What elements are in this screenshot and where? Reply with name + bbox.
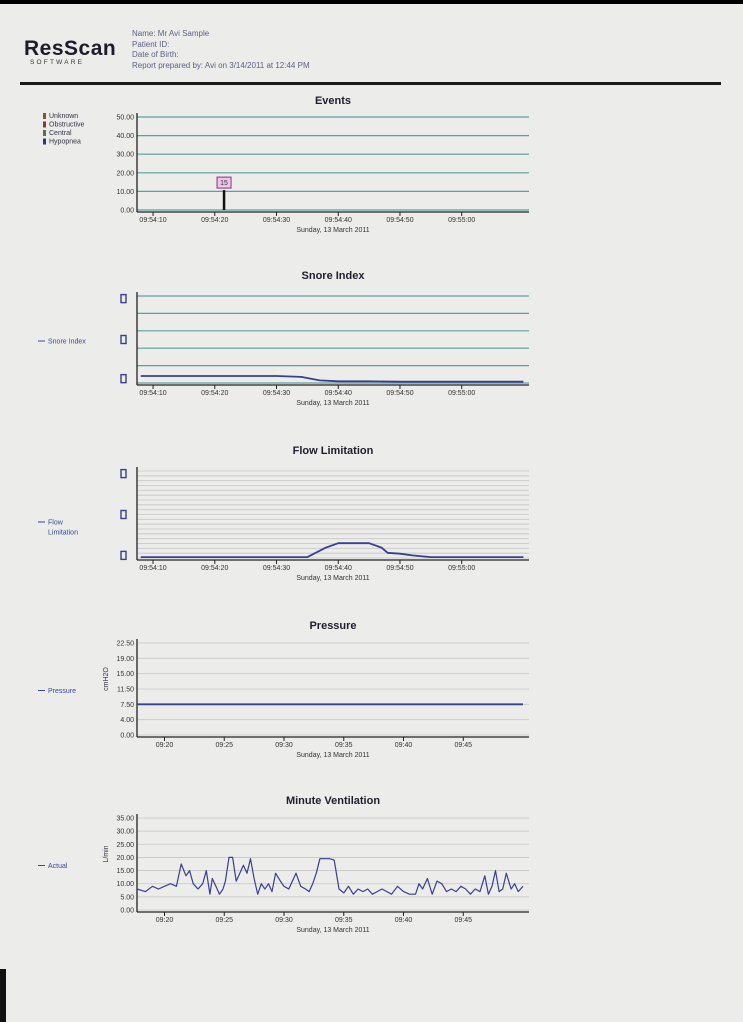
x-axis-date-label: Sunday, 13 March 2011 [296,400,370,407]
y-tick-label: 30.00 [116,828,134,836]
report-page [0,4,743,1022]
chart-title: Events [314,95,352,107]
y-tick-label: 35.00 [116,815,134,823]
patient-info [132,29,310,71]
legend-label: Limitation [48,529,78,537]
legend-swatch [43,122,46,128]
y-tick-label: 0.00 [120,907,134,915]
y-tick-label: 15.00 [116,868,134,876]
chart-title: Pressure [309,620,357,632]
series-line [141,543,524,557]
legend-item: Obstructive [49,121,85,129]
x-tick-label: 09:54:40 [324,390,352,397]
x-tick-label: 09:55:00 [448,217,476,224]
legend-label: Flow [48,519,63,527]
y-tick-label: 10.00 [116,188,134,196]
y-axis-marker [121,470,126,478]
y-tick-label: 10.00 [116,881,134,889]
patient-id: Patient ID: [132,39,170,49]
event-label: 15 [220,180,228,188]
y-tick-label: 15.00 [116,671,134,679]
series-line [137,857,523,894]
x-tick-label: 09:54:10 [139,565,167,572]
x-tick-label: 09:55:00 [448,565,476,572]
y-axis-marker [121,295,126,303]
x-tick-label: 09:54:50 [386,390,414,397]
y-tick-label: 22.50 [116,640,134,648]
y-tick-label: 50.00 [116,114,134,122]
x-tick-label: 09:45 [454,917,473,924]
legend-item: Hypopnea [49,138,81,146]
y-axis-marker [121,511,126,519]
x-tick-label: 09:30 [275,742,293,749]
resscan-logo [24,38,116,67]
minute-ventilation-chart [0,789,743,949]
legend-swatch [43,139,46,145]
patient-name: Name: Mr Avi Sample [132,29,210,38]
y-axis-marker [121,551,126,559]
legend-item: Unknown [49,113,79,120]
x-tick-label: 09:54:40 [324,217,352,224]
y-axis-marker [121,375,126,383]
x-tick-label: 09:35 [334,917,353,924]
y-tick-label: 20.00 [116,854,134,862]
y-tick-label: 30.00 [116,151,134,159]
x-tick-label: 09:35 [334,742,353,749]
x-tick-label: 09:54:50 [386,217,414,224]
x-tick-label: 09:54:20 [201,565,229,572]
chart-title: Snore Index [301,270,365,282]
x-tick-label: 09:54:20 [201,390,229,397]
legend-label: Actual [48,863,68,870]
y-tick-label: 5.00 [120,894,134,902]
chart-title: Minute Ventilation [285,795,381,807]
events-chart [0,90,743,240]
x-tick-label: 09:25 [215,742,234,749]
header-rule [20,82,721,85]
series-line [141,376,524,382]
x-tick-label: 09:55:00 [448,390,476,397]
logo-sub-text: SOFTWARE [30,59,85,66]
y-tick-label: 0.00 [120,732,134,740]
x-tick-label: 09:54:20 [201,217,229,224]
y-tick-label: 25.00 [116,841,134,849]
x-tick-label: 09:30 [275,917,293,924]
y-tick-label: 0.00 [120,207,134,215]
patient-dob: Date of Birth: [132,50,179,59]
x-tick-label: 09:20 [155,742,174,749]
x-tick-label: 09:54:10 [139,217,167,224]
pressure-chart [0,614,743,774]
x-tick-label: 09:54:30 [262,565,291,572]
x-tick-label: 09:45 [454,742,473,749]
x-tick-label: 09:54:30 [262,390,291,397]
y-tick-label: 11.50 [117,686,134,694]
x-tick-label: 09:54:50 [386,565,414,572]
x-tick-label: 09:40 [394,917,413,924]
x-tick-label: 09:54:40 [324,565,352,572]
y-axis-label: L/min [103,845,110,863]
y-tick-label: 20.00 [116,170,134,178]
y-axis-marker [121,336,126,344]
x-tick-label: 09:54:10 [139,390,167,397]
logo-main-text: ResScan [24,37,117,60]
legend-label: Pressure [48,688,77,695]
y-tick-label: 40.00 [116,133,134,141]
x-tick-label: 09:54:30 [262,217,291,224]
x-tick-label: 09:20 [155,917,174,924]
y-tick-label: 7.50 [120,701,134,709]
report-prepared: Report prepared by: Avi on 3/14/2011 at 12:44 PM [132,60,310,70]
legend-swatch [43,113,46,119]
x-axis-date-label: Sunday, 13 March 2011 [296,752,370,759]
legend-label: Snore Index [48,338,86,346]
y-tick-label: 19.00 [116,655,134,663]
x-tick-label: 09:40 [394,742,413,749]
x-tick-label: 09:25 [215,917,234,924]
scan-edge [0,969,6,1022]
x-axis-date-label: Sunday, 13 March 2011 [296,575,370,582]
legend-item: Central [49,130,72,137]
flow-limitation-chart [0,439,743,599]
y-axis-label: cmH2O [103,667,110,691]
x-axis-date-label: Sunday, 13 March 2011 [296,227,370,234]
chart-title: Flow Limitation [292,445,374,457]
y-tick-label: 4.00 [120,717,134,725]
x-axis-date-label: Sunday, 13 March 2011 [296,927,370,934]
snore-index-chart [0,264,743,424]
legend-swatch [43,130,46,136]
